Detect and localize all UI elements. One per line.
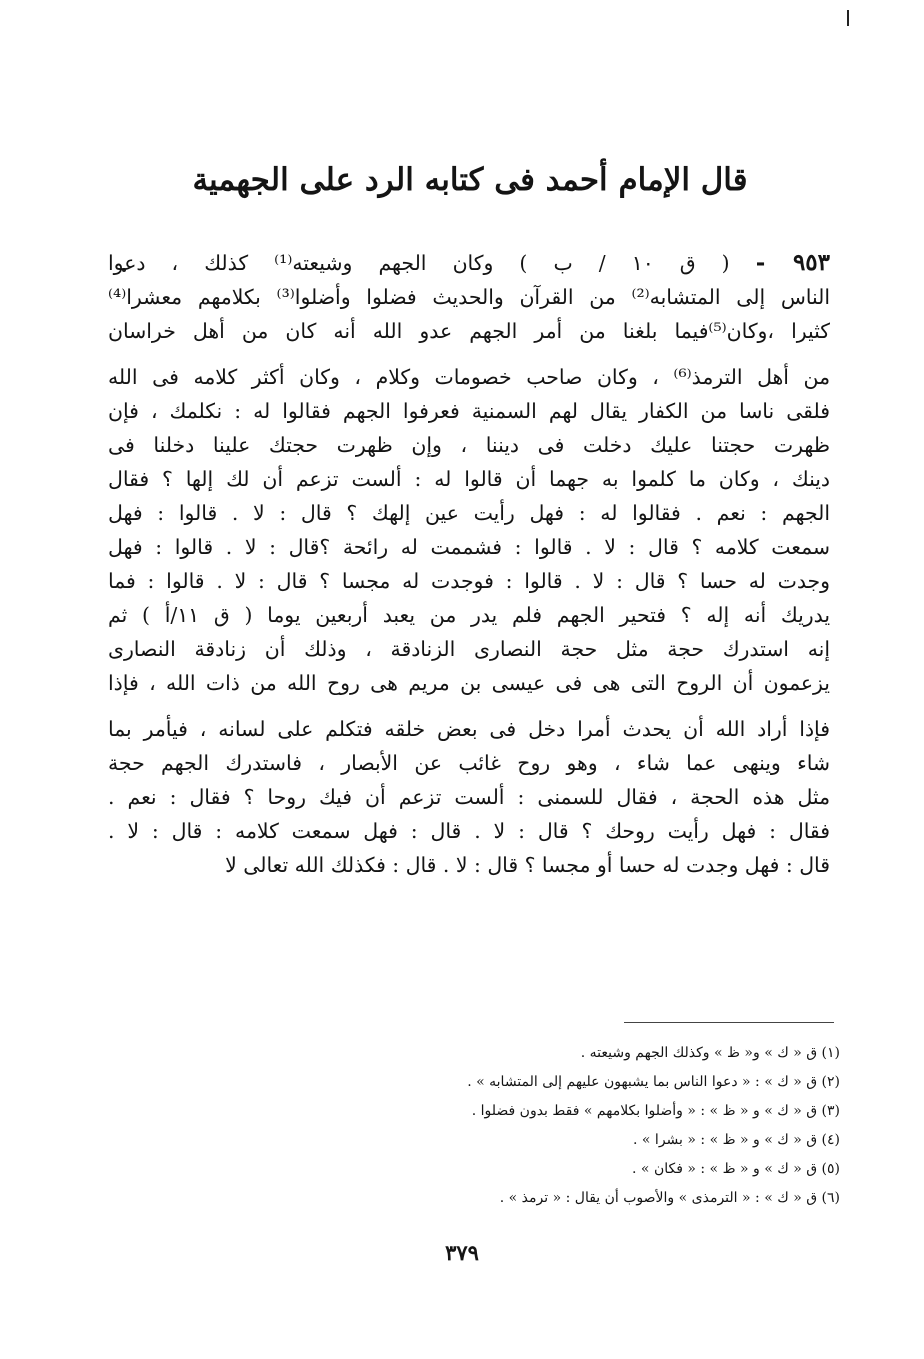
footnote: (٣) ق « ك » و « ظ » : « وأضلوا بكلامهم » فقط بدون فضلوا . — [471, 1103, 840, 1119]
text-line: من أهل الترمذ⁽⁶⁾ ، وكان صاحب خصومات وكلام ، وكان أكثر كلامه فى الله — [108, 365, 830, 389]
footnote: (١) ق « ك » و« ظ » وكذلك الجهم وشيعته . — [580, 1045, 840, 1061]
page-number: ٣٧٩ — [445, 1240, 479, 1265]
footnote: (٢) ق « ك » : « دعوا الناس بما يشبهون عليهم إلى المتشابه » . — [467, 1074, 840, 1090]
footnote: (٦) ق « ك » : « الترمذى » والأصوب أن يقال : « ترمذ » . — [499, 1190, 840, 1206]
margin-mark — [847, 10, 849, 26]
text-line: مثل هذه الحجة ، فقال للسمنى : ألست تزعم أن فيك روحا ؟ فقال : نعم . — [108, 785, 830, 809]
text-line: إنه استدرك حجة مثل حجة النصارى الزنادقة ، وذلك أن زنادقة النصارى — [108, 637, 830, 661]
text-line: دينك ، وكان ما كلموا به جهما أن قالوا له : ألست تزعم أن لك إلها ؟ فقال — [108, 467, 830, 491]
text-line: يدريك أنه إله ؟ فتحير الجهم فلم يدر من يعبد أربعين يوما ( ق ١١/أ ) ثم — [108, 603, 830, 627]
footnote: (٥) ق « ك » و « ظ » : « فكان » . — [632, 1161, 840, 1177]
footnote: (٤) ق « ك » و « ظ » : « بشرا » . — [633, 1132, 840, 1148]
footnote-divider — [624, 1022, 834, 1023]
text-line: شاء وينهى عما شاء ، وهو روح غائب عن الأبصار ، فاستدرك الجهم حجة — [108, 751, 830, 775]
text-line: ٩٥٣ - ( ق ١٠ / ب ) وكان الجهم وشيعته⁽¹⁾ كذلك ، دعوا — [108, 249, 830, 276]
text-line: قال : فهل وجدت له حسا أو مجسا ؟ قال : لا . قال : فكذلك الله تعالى لا — [225, 853, 830, 877]
text-line: الناس إلى المتشابه⁽²⁾ من القرآن والحديث فضلوا وأضلوا⁽³⁾ بكلامهم معشرا⁽⁴⁾ — [108, 285, 830, 309]
text-line: ظهرت حجتنا عليك دخلت فى ديننا ، وإن ظهرت حجتك علينا دخلنا فى — [108, 433, 830, 457]
text-line: يزعمون أن الروح التى هى فى عيسى بن مريم هى روح الله من ذات الله ، فإذا — [108, 671, 830, 695]
text-line: فلقى ناسا من الكفار يقال لهم السمنية فعرفوا الجهم فقالوا له : نكلمك ، فإن — [108, 399, 830, 423]
footnotes — [400, 1039, 840, 1213]
chapter-title: قال الإمام أحمد فى كتابه الرد على الجهمية — [192, 162, 748, 198]
text-line: فإذا أراد الله أن يحدث أمرا دخل فى بعض خلقه فتكلم على لسانه ، فيأمر بما — [108, 717, 830, 741]
text-line: وجدت له حسا ؟ قال : لا . قالوا : فوجدت له مجسا ؟ قال : لا . قالوا : فما — [108, 569, 830, 593]
text-line: فقال : فهل رأيت روحك ؟ قال : لا . قال : فهل سمعت كلامه : قال : لا . — [108, 819, 830, 843]
text-line: الجهم : نعم . فقالوا له : فهل رأيت عين إلهك ؟ قال : لا . قالوا : فهل — [108, 501, 830, 525]
paragraph-number: ٩٥٣ - — [755, 249, 830, 276]
text-line: كثيرا ،وكان⁽⁵⁾فيما بلغنا من أمر الجهم عدو الله أنه كان من أهل خراسان — [108, 319, 830, 343]
main-text — [108, 246, 830, 882]
text-line: سمعت كلامه ؟ قال : لا . قالوا : فشممت له رائحة ؟قال : لا . قالوا : فهل — [108, 535, 830, 559]
